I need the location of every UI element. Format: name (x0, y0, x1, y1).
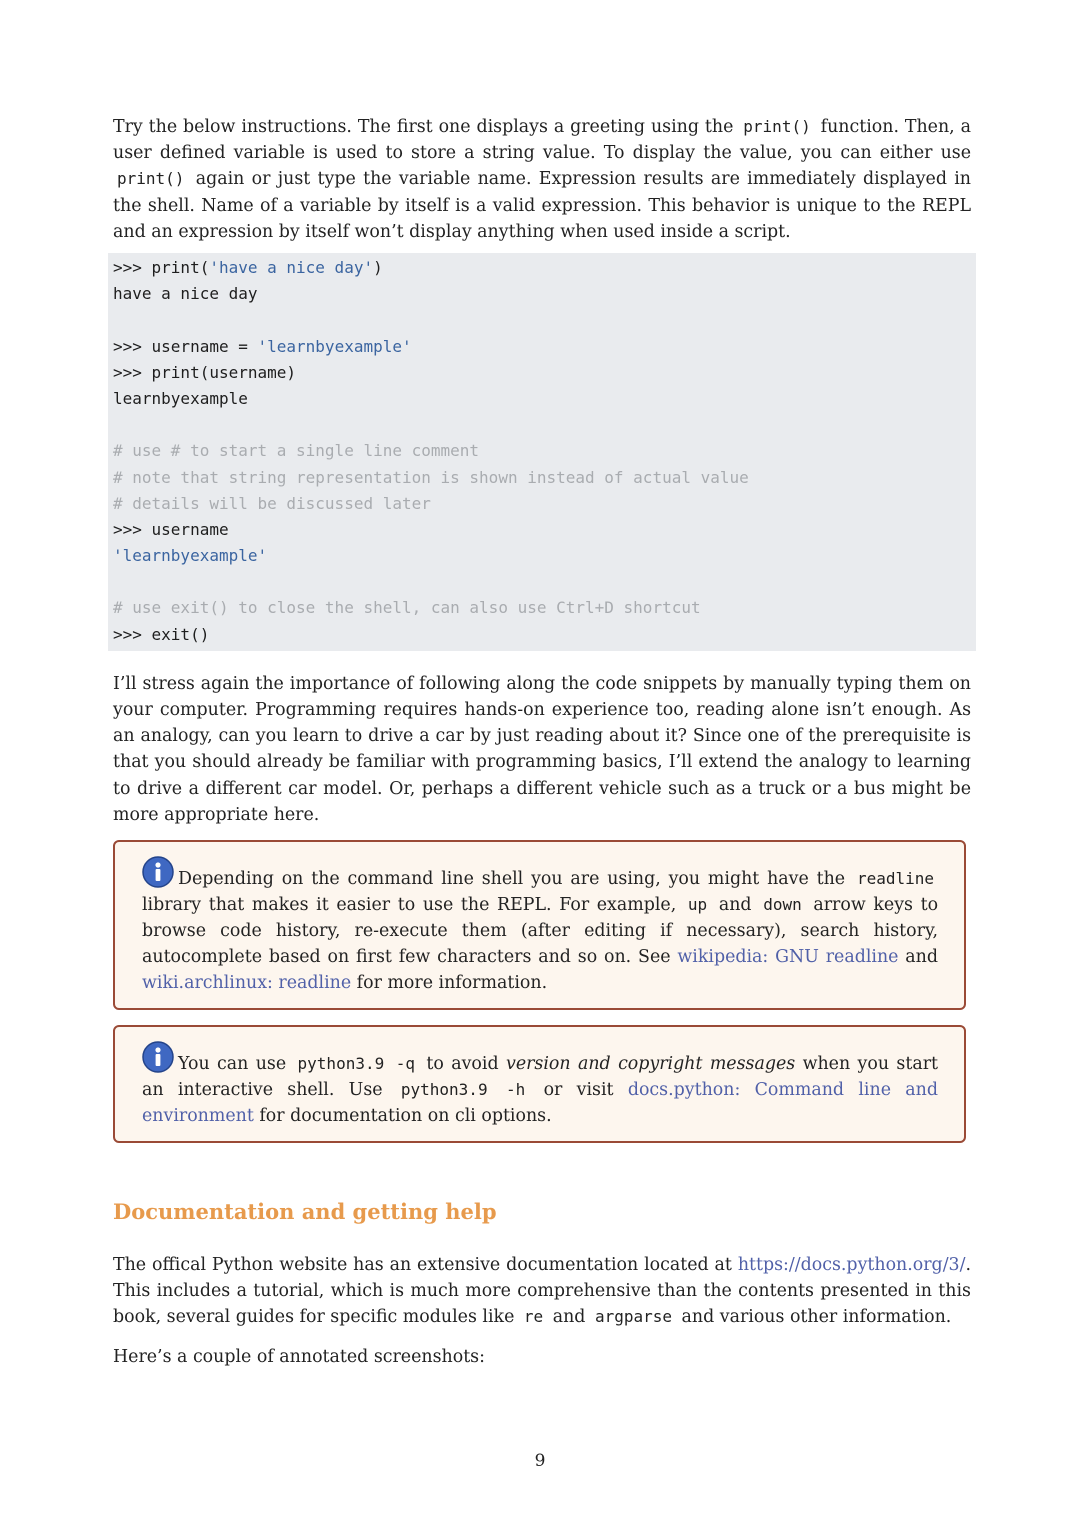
inline-code-up: up (687, 895, 708, 915)
inline-code-python-q: python3.9 -q (297, 1054, 415, 1074)
code-block-repl (108, 253, 976, 651)
section-heading: Documentation and getting help (113, 1199, 497, 1225)
screenshots-paragraph: Here’s a couple of annotated screenshots: (113, 1346, 485, 1367)
intro-text-3: again or just type the variable name. Expression results are immediately displayed in the shell. Name of a variable by itself is a valid expression. This behavior is unique to the REPL and an expression by itself won’t display anything when used inside a script. (113, 169, 972, 242)
code-line-blank (113, 412, 971, 438)
stress-paragraph: I’ll stress again the importance of following along the code snippets by manually typing them on your computer. Programming requires hands-on experience too, reading alone isn’t enough. As an analogy, can you learn to drive a car by just reading about it? Since one of the prerequisite is that you should already be familiar with programming basics, I’ll extend the analogy to learning to drive a different car model. Or, perhaps a different vehicle such as a truck or a bus might be more appropriate here. (113, 673, 971, 825)
inline-code-readline: readline (856, 869, 934, 889)
code-comment: # use # to start a single line comment (113, 441, 480, 461)
code-line-blank (113, 307, 971, 333)
info-icon (142, 1041, 174, 1073)
link-python-docs[interactable]: https://docs.python.org/3/ (737, 1255, 966, 1276)
docs-paragraph: The offical Python website has an extensive documentation located at https://docs.python.org/3/. This includes a tutorial, which is much more comprehensive than the contents presented in this book, several guides for specific modules like re and argparse and various other information. (113, 1255, 972, 1328)
code-line: 'learnbyexample' (113, 546, 268, 566)
code-comment: # use exit() to close the shell, can also use Ctrl+D shortcut (113, 598, 701, 618)
link-archlinux-readline[interactable]: wiki.archlinux: readline (142, 973, 352, 994)
code-line: >>> print(username) (113, 362, 297, 382)
note1-text-1: Depending on the command line shell you are using, you might have the (178, 869, 846, 890)
inline-code-re: re (523, 1307, 544, 1327)
inline-code-print-2: print() (117, 169, 185, 189)
inline-code-down: down (763, 895, 802, 915)
code-comment: # details will be discussed later (113, 493, 431, 513)
code-line: have a nice day (113, 284, 258, 304)
page-content (113, 114, 971, 1370)
info-icon (142, 856, 174, 888)
code-line: learnbyexample (113, 388, 248, 408)
code-line: >>> username = 'learnbyexample' (113, 336, 412, 356)
link-wikipedia-readline[interactable]: wikipedia: GNU readline (677, 947, 899, 968)
code-line: >>> username (113, 519, 229, 539)
info-note-python-options: You can use python3.9 -q to avoid version and copyright messages when you start an interactive shell. Use python3.9 -h or visit docs.python: Command line and environment for documentation on cli options. (113, 1025, 966, 1143)
code-line-blank (113, 569, 971, 595)
intro-paragraph (113, 114, 971, 245)
page-number: 9 (534, 1451, 546, 1471)
intro-text-2: function. Then, a user defined variable is used to store a string value. To display the value, you can either use (113, 117, 971, 164)
emphasis-text: version and copyright messages (506, 1054, 796, 1075)
inline-code-argparse: argparse (594, 1307, 672, 1327)
code-line: >>> print('have a nice day') (113, 258, 383, 278)
code-comment: # note that string representation is shown instead of actual value (113, 467, 749, 487)
inline-code-print: print() (743, 117, 811, 136)
intro-text-1: Try the below instructions. The first one displays a greeting using the (113, 117, 734, 137)
code-line: >>> exit() (113, 624, 210, 644)
link-docs-python-cli[interactable]: docs.python: Command line and environment (142, 1080, 938, 1127)
inline-code-python-h: python3.9 -h (400, 1080, 526, 1100)
info-note-readline: Depending on the command line shell you are using, you might have the readline library that makes it easier to use the REPL. For example, up and down arrow keys to browse code history, re-execute them (after editing if necessary), search history, autocomplete based on first few characters and so on. See wikipedia: GNU readline and wiki.archlinux: readline for more information. (113, 840, 966, 1010)
